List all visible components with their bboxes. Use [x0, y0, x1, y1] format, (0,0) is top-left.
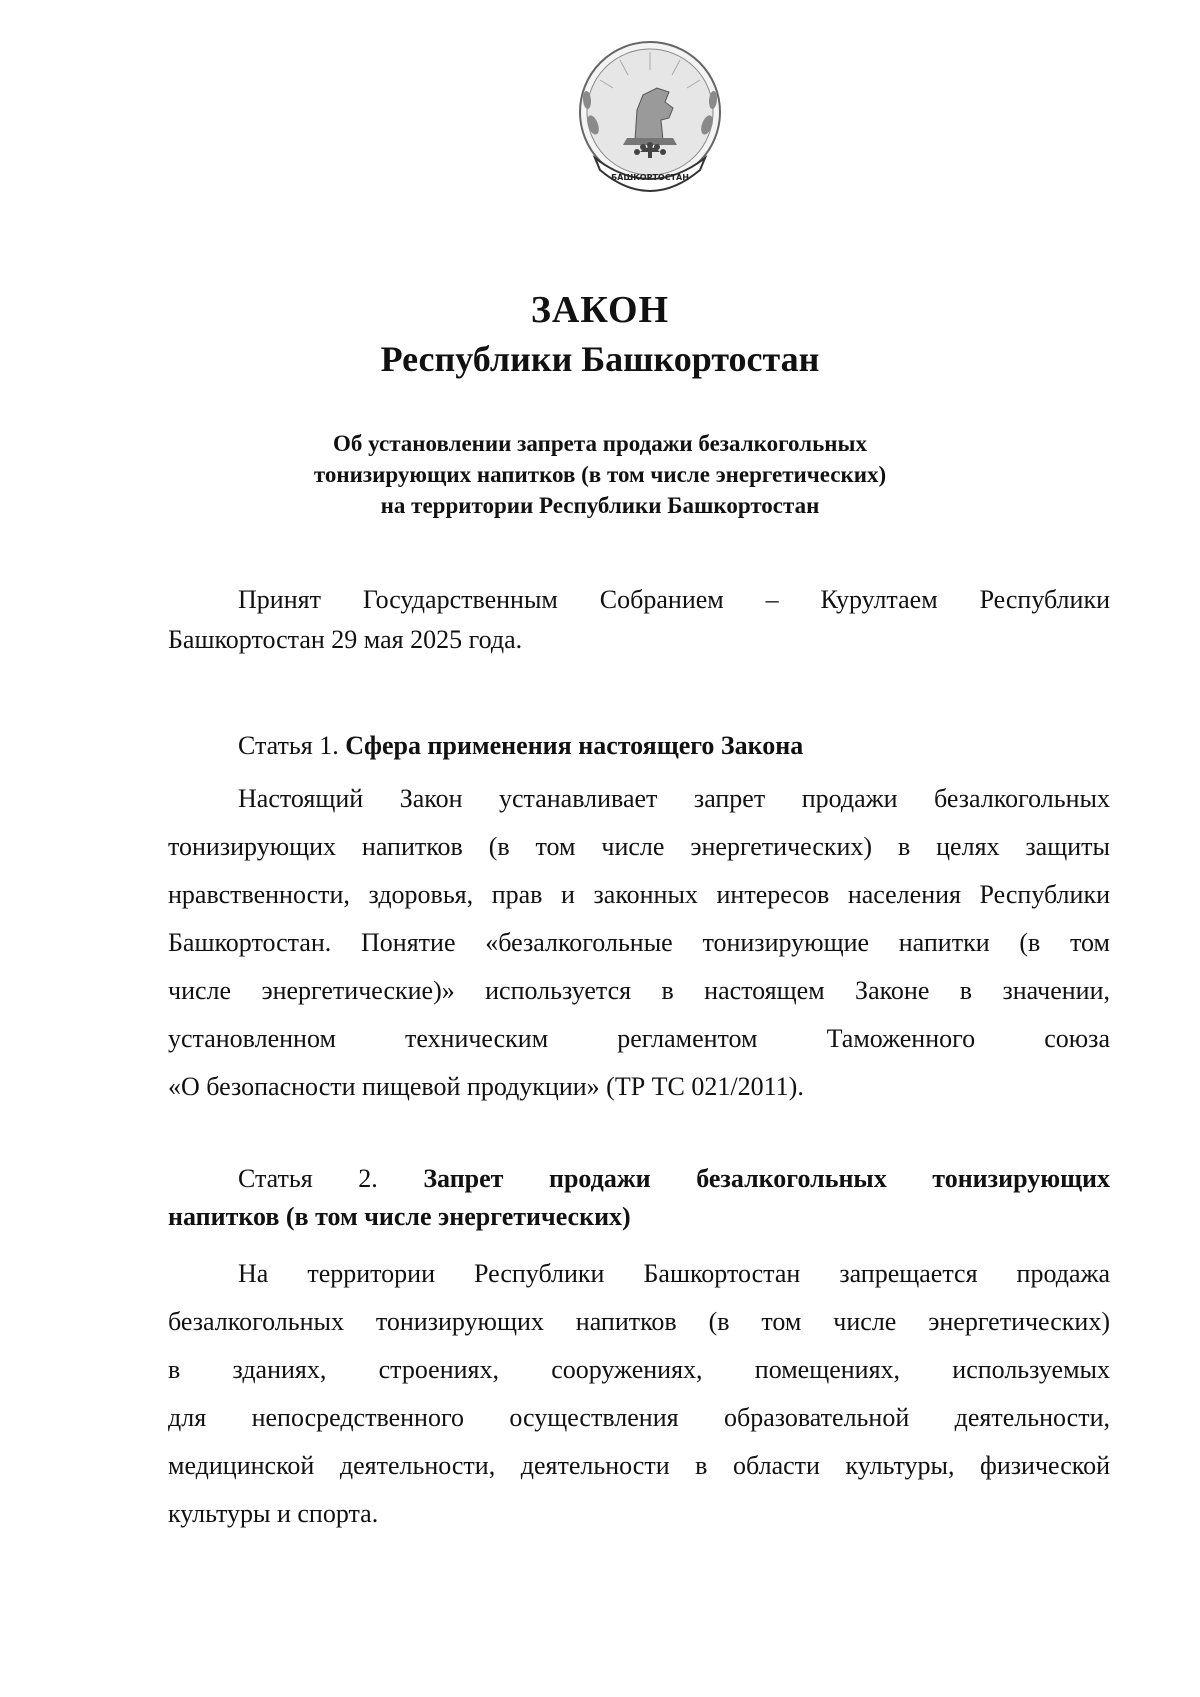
- article-1-label: Статья 1.: [238, 731, 339, 760]
- article-1-line: «О безопасности пищевой продукции» (ТР ТС 021/2011).: [168, 1072, 804, 1101]
- subject-line: Об установлении запрета продажи безалкогольных: [333, 431, 867, 456]
- article-2-body: [168, 1250, 1110, 1538]
- document-title: ЗАКОН: [530, 289, 670, 331]
- adoption-statement: [168, 580, 1110, 660]
- article-2-line: для непосредственного осуществления образовательной деятельности,: [168, 1403, 1110, 1432]
- article-1-line: установленном техническим регламентом Таможенного союза: [168, 1024, 1110, 1053]
- document-subtitle: Республики Башкортостан: [380, 339, 820, 379]
- article-1-line: Башкортостан. Понятие «безалкогольные тонизирующие напитки (в том: [168, 928, 1110, 957]
- article-2-label: Статья 2.: [238, 1164, 378, 1193]
- subject-line: на территории Республики Башкортостан: [380, 493, 820, 518]
- article-2-heading: [168, 1160, 1110, 1236]
- article-1-line: Настоящий Закон устанавливает запрет продажи безалкогольных: [238, 784, 1110, 813]
- emblem-caption: БАШКОРТОСТАН: [611, 173, 689, 182]
- article-1-body: [168, 775, 1110, 1111]
- article-2-line: культуры и спорта.: [168, 1499, 379, 1528]
- article-1-line: тонизирующих напитков (в том числе энергетических) в целях защиты: [168, 832, 1110, 861]
- subject-line: тонизирующих напитков (в том числе энергетических): [313, 462, 887, 487]
- article-2-line: медицинской деятельности, деятельности в области культуры, физической: [168, 1451, 1110, 1480]
- republic-of-bashkortostan-emblem-icon: [565, 30, 735, 215]
- adoption-line: Башкортостан 29 мая 2025 года.: [168, 625, 523, 654]
- article-2-line: безалкогольных тонизирующих напитков (в том числе энергетических): [168, 1307, 1110, 1336]
- article-1-line: нравственности, здоровья, прав и законных интересов населения Республики: [168, 880, 1110, 909]
- article-1-title: Сфера применения настоящего Закона: [345, 731, 804, 760]
- article-1-line: числе энергетические)» используется в настоящем Законе в значении,: [168, 976, 1110, 1005]
- article-1-heading: [168, 722, 1110, 770]
- article-2-line: в зданиях, строениях, сооружениях, помещениях, используемых: [168, 1355, 1110, 1384]
- adoption-line: Принят Государственным Собранием – Курултаем Республики: [238, 585, 1110, 614]
- article-2-title-line: напитков (в том числе энергетических): [168, 1202, 631, 1231]
- article-2-line: На территории Республики Башкортостан запрещается продажа: [238, 1259, 1110, 1288]
- article-2-title-line: Запрет продажи безалкогольных тонизирующих: [423, 1164, 1111, 1193]
- law-subject: [150, 428, 1050, 521]
